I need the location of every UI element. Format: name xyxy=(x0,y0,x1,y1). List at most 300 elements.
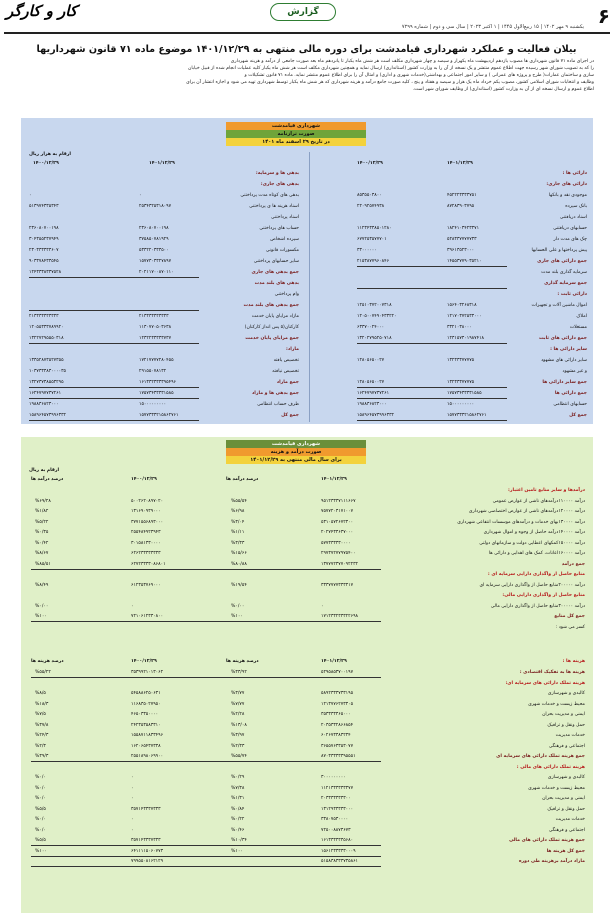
income-value-1401: ۳۳۳۷۷۷۷۳۳۳۳۱۷ xyxy=(321,582,354,588)
liability-value-1400: ۰ xyxy=(29,193,32,198)
liability-label: سایر حسابهای پرداختنی xyxy=(253,259,299,264)
income-label: هزینه ها به تفکیک اقتصادی : xyxy=(519,670,585,675)
income-label: درآمد ۳۰۰۰۰۰منابع حاصل از واگذاری دارایی مالی xyxy=(490,603,585,609)
sum-underline xyxy=(31,761,381,762)
income-pct-1401: %۷/۳۸ xyxy=(231,785,245,791)
income-label: حمل ونقل و ترافیک xyxy=(547,722,585,728)
asset-value-1401: ۱۲۳۱۵۷۳۰۱۹۸۷۴۱۸ xyxy=(447,336,485,341)
header-rule xyxy=(4,32,610,34)
income-label: جمع درآمد xyxy=(561,561,585,567)
income-pct-1400: %۰/۰۰ xyxy=(35,603,49,609)
income-label: خدمات مدیریت xyxy=(555,817,585,822)
liability-label: حساب های پرداختنی xyxy=(259,226,299,231)
income-label: درآمد ۱۶۰۰۰۰اعانات، کمک های اهدایی و دارائی ها xyxy=(488,551,585,556)
income-value-1400: ۲۵۵۱۸۹۸۰۶۹۹۰۰ xyxy=(131,754,164,759)
income-pct-1401: %۳/۳۳ xyxy=(231,540,245,546)
income-label: جمع کل هزینه ها xyxy=(546,848,585,854)
income-value-1400: ۷۹۹۵۵۰۸۱۶۲۱۲۹ xyxy=(131,859,164,864)
income-pct-1400: %۸/۴۹ xyxy=(35,582,49,588)
income-pct-1400: %۸/۶۷ xyxy=(35,551,49,556)
liability-value-1401: ۲۹۱۵۵۰۷۸۱۳۲ xyxy=(139,369,167,374)
income-value-1400: ۴۶۵۰۳۳۵۰۰۰۰ xyxy=(131,712,159,717)
income-label: اجتماعی و فرهنگی xyxy=(548,827,585,833)
income-value-1401: ۱۵۶۱۲۳۳۳۳۳۰۰۰۹ xyxy=(321,848,356,854)
income-pct-1401: %۷/۷۷ xyxy=(231,701,245,707)
liability-value-1400: ۱۲۴۳۳۳۸۳۳۷۵۲۸ xyxy=(29,270,62,275)
income-value-1400: ۷۲۱۰۶۱۲۳۳۰۸۰۰ xyxy=(131,614,164,619)
intro-line: وظایف و انتخابات شورای اسلامی کشور، مصوب یکم خرداد ماه یک هزار و سیصد و هفتاد و پنج ، کلیه صورت جامع درآمد و هزینه شهرداری که هر شش ماه یکبار توسط شهرداری تهیه می شود و اجازه انتشار آن برای xyxy=(186,80,594,85)
section-badge: گزارش xyxy=(270,3,336,21)
liability-label: مکسورات قانونی xyxy=(265,248,299,253)
rev-pct-1400: درصد درآمد ها xyxy=(31,477,64,482)
income-pct-1401: %۸۰/۸۸ xyxy=(231,561,247,567)
asset-value-1401: ۴۵۲۲۲۳۳۳۳۷۵۱ xyxy=(447,193,477,198)
asset-label: جمع کل xyxy=(569,413,587,418)
liability-label: تخصیص یافته xyxy=(273,358,299,363)
asset-value-1401: ۵۲۸۳۳۷۷۷۷۷۳۳ xyxy=(447,237,477,242)
date-line: یکشنبه ۹ مهر ۱۴۰۲ | ۱۵ ربیع‌الاول ۱۴۴۵ | ۱ اکتبر ۲۰۲۳ | سال سی و دوم | شماره ۷۲۹۹ xyxy=(401,24,584,30)
asset-label: دارائی های جاری: xyxy=(546,182,587,187)
exp-col-1400: ۱۴۰۰/۱۲/۲۹ xyxy=(131,659,157,664)
income-unit: ارقام به ریال xyxy=(29,468,60,473)
liability-value-1400: ۳۰۴۳۵۵۲۳۷۹۴۹ xyxy=(29,237,59,242)
balance-banner-2: صورت ترازنامه xyxy=(226,130,366,138)
income-pct-1401: %۱۰۰ xyxy=(231,848,243,854)
income-label: کالبدی و شهرسازی xyxy=(547,691,585,696)
income-pct-1400: %۱/۸۲ xyxy=(35,509,49,514)
income-pct-1401: %۰/۲۲ xyxy=(231,817,245,822)
income-pct-1401: %۰/۲۹ xyxy=(231,775,245,780)
liability-value-1401: ۱۵۷۷۳۰۳۳۲۷۸۹۷ xyxy=(139,259,172,264)
intro-text xyxy=(19,58,594,110)
liability-value-1401: ۲۰۲۱۱۷۰۰۸۷۰۱۱۰ xyxy=(139,270,174,275)
income-label: منابع حاصل از واگذاری دارایی مالی: xyxy=(502,593,585,598)
income-value-1400: ۰ xyxy=(131,796,134,801)
income-label: درآمد ۱۲۰۰۰۰درآمدهای ناشی از عوارض اختصاصی شهرداری xyxy=(468,509,585,514)
income-label: درآمد ۲۰۰۰۰۰منابع حاصل از واگذاری دارایی سرمایه ای xyxy=(479,582,585,588)
asset-label: دارائی ها : xyxy=(562,171,587,176)
sum-underline xyxy=(357,387,507,388)
income-value-1401: ۷۲۵۰۰۸۸۷۳۶۷۳ xyxy=(321,827,351,833)
income-label: محیط زیست و خدمات شهری xyxy=(528,785,585,791)
sum-underline xyxy=(357,398,507,399)
income-pct-1401: %۰/۴۶ xyxy=(231,827,245,833)
liability-label: جمع بدهی ها و مازاد xyxy=(251,391,299,396)
income-label: جمع هزینه تملک دارائی های مالی xyxy=(509,838,585,843)
liability-label: جمع مازاد xyxy=(276,380,299,385)
liability-value-1401: ۱۶۱۳۳۲۳۳۳۳۹۵۴۹۶ xyxy=(139,380,177,385)
income-pct-1400: %۵۵/۲۲ xyxy=(35,670,51,675)
asset-value-1401: ۳۹۶۱۳۵۲۳۰۰۰ xyxy=(447,248,475,253)
sum-underline xyxy=(357,343,507,344)
asset-value-1401: ۸۷۲۸۳۹۰۳۷۹۵ xyxy=(447,204,475,209)
asset-value-1400: ۳۳۰۰۰۰۰۰ xyxy=(357,248,377,253)
income-value-1400: ۶۲۷۲۳۳۳۳۰۸۶۸۰۱ xyxy=(131,561,166,567)
income-pct-1401: %۳/۹۷ xyxy=(231,733,245,738)
asset-value-1400: ۱۱۲۳۴۳۳۸۵۰۱۲۸۰ xyxy=(357,226,392,231)
income-label: ایمنی و مدیریت بحران xyxy=(542,796,585,801)
income-value-1401: ۵۸۹۲۳۳۳۷۳۳۱۹۵ xyxy=(321,691,354,696)
asset-value-1400: ۱۲۸۰۵۶۵۰۰۲۷ xyxy=(357,380,385,385)
income-value-1400: ۵۰۰۲۶۲۰۸۹۷۰۲۰ xyxy=(131,498,164,504)
income-pct-1400: %۳۹/۳ xyxy=(35,754,49,759)
liability-value-1400: ۱۵۸۹۶۴۵۷۳۹۹۶۳۳۲ xyxy=(29,413,67,418)
income-value-1400: ۱۵۵۸۷۱۱۸۳۳۴۹۶ xyxy=(131,733,164,738)
income-pct-1401: %۵۵/۷۴ xyxy=(231,754,247,759)
asset-value-1401: ۱۳۲۳۳۳۷۷۷۷۵ xyxy=(447,358,475,363)
liability-label: بدهی های کوتاه مدت پرداختنی xyxy=(240,193,299,198)
liability-label: اسناد پرداختنی xyxy=(271,215,299,220)
asset-label: دارائی ثابت : xyxy=(557,292,587,297)
asset-value-1401: ۱۳۲۳۳۳۷۷۷۷۵ xyxy=(447,380,475,385)
income-value-1401: ۵۷۷۳۳۳۳۳۰۰۰۰ xyxy=(321,540,351,546)
income-pct-1400: %۵/۵ xyxy=(35,838,46,843)
income-pct-1400: %۰/۰ xyxy=(35,796,46,801)
income-label: ایمنی و مدیریت بحران xyxy=(542,712,585,717)
intro-line: سازی و ساختمان عمارات( طرح و پروژه های عمرانی ) و سایر امور اجتماعی و بهداشتی(خدمات شهری و اداری) و امثال آن را برای اطلاع عموم منتشر نماید. ماده ۷۱ قانون تشکیلات و xyxy=(244,73,594,78)
asset-label: جمع دارائی ها xyxy=(554,391,587,396)
liability-value-1401: ۲۵۳۴۳۲۵۳۱۸۰۹۷ xyxy=(139,204,172,209)
liability-value-1400: ۱۲۰۵۵۳۳۳۷۸۹۹۲۰ xyxy=(29,325,64,330)
income-label: درآمد ۱۳۰۰۰۰بهای خدمات و درآمدهای موسسات انتفاعی شهرداری xyxy=(457,519,585,525)
asset-value-1400: ۲۲۰۹۲۵۷۴۹۳۸ xyxy=(357,204,385,209)
exp-col-1401: ۱۴۰۱/۱۲/۲۹ xyxy=(321,659,347,664)
liability-value-1401: ۲۳۶۰۸۰۷۰۰۱۹۸ xyxy=(139,226,169,231)
asset-value-1400: ۱۳۲۰۲۷۹۵۲۵۰۷۱۸ xyxy=(357,336,392,341)
balance-unit: ارقام به هزار ریال xyxy=(29,152,71,157)
income-value-1401: ۶۰۲۶۷۳۳۸۳۲۳۴ xyxy=(321,733,351,738)
income-label: اجتماعی و فرهنگی xyxy=(548,743,585,749)
income-pct-1401: %۳/۰۴ xyxy=(231,519,245,525)
asset-value-1401: ۱۵۶۴۰۳۲۶۸۳۱۸ xyxy=(447,303,477,308)
sum-underline xyxy=(29,387,199,388)
income-pct-1401: %۳/۷۷ xyxy=(231,691,245,696)
liability-label: جمع کل xyxy=(281,413,299,418)
exp-pct-1401: درصد هزینه ها xyxy=(226,659,259,664)
liability-label: بدهی ها و سرمایه: xyxy=(255,171,299,176)
newspaper-logo: کار و کارگر xyxy=(6,2,78,20)
balance-banner-3: در تاریخ ۲۹ اسفند ماه ۱۴۰۱ xyxy=(226,138,366,146)
liability-label: طرف حساب انتظامی xyxy=(257,402,299,407)
asset-label: جمع دارائی های جاری xyxy=(537,259,587,264)
liability-label: تخصیص نیافته xyxy=(272,369,299,374)
income-value-1400: ۱۶۲۰۶۵۴۳۷۳۳۸ xyxy=(131,743,161,749)
income-pct-1401: %۱۹/۵۴ xyxy=(231,582,247,588)
sum-underline xyxy=(31,569,381,570)
asset-label: جمع دارائی های ثابت xyxy=(538,336,587,341)
income-pct-1400: %۵/۵ xyxy=(35,806,46,812)
liability-value-1400: ۱۳۲۲۷۲۹۵۵۵۰۳۱۸ xyxy=(29,336,64,341)
income-value-1401: ۳۵۳۳۳۳۳۶۵۰۰۰ xyxy=(321,712,351,717)
income-banner-2: صورت درآمد و هزینه xyxy=(226,448,366,456)
income-value-1401: ۱۷۱۲۳۳۲۳۳۳۲۲۶۹۸ xyxy=(321,614,359,619)
income-pct-1400: %۲/۳ xyxy=(35,743,46,749)
liability-value-1400: ۲۳۶۰۸۰۷۰۰۱۹۸ xyxy=(29,226,59,231)
income-statement-panel xyxy=(21,437,593,913)
income-pct-1401: %۱/۳۱ xyxy=(231,796,245,801)
rev-pct-1401: درصد درآمد ها xyxy=(226,477,259,482)
income-pct-1400: %۸/۵ xyxy=(35,691,46,696)
sum-underline xyxy=(29,343,199,344)
income-value-1400: ۰ xyxy=(131,817,134,822)
asset-label: سایر دارائی ها : xyxy=(550,347,587,352)
liability-value-1400: ۲۱۳۳۳۳۳۳۳۳۳۳ xyxy=(29,314,59,319)
asset-value-1400: ۱۵۸۹۶۴۵۷۳۹۹۶۳۳۲ xyxy=(357,413,395,418)
income-value-1401: ۱۳۱۲۹۳۳۳۳۳۰۰۰ xyxy=(321,806,354,812)
income-value-1401: ۹۵۱۲۳۳۳۷۱۱۱۶۶۷ xyxy=(321,498,356,504)
income-pct-1400: %۱۰۰ xyxy=(35,614,47,619)
income-pct-1401: %۰/۰۰ xyxy=(231,603,245,609)
asset-label: اسناد دریافتنی xyxy=(559,215,587,220)
asset-label: حسابهای دریافتنی xyxy=(553,226,587,231)
sum-underline xyxy=(29,310,199,311)
income-value-1401: ۵۱۵۸۳۸۳۳۳۷۳۵۸۶۱ xyxy=(321,859,359,864)
asset-value-1400: ۱۶۲۴۷۹۷۷۳۷۲۶۱ xyxy=(357,391,390,396)
income-value-1400: ۳۵۷۱۴۳۳۳۷۳۳۳ xyxy=(131,838,161,843)
income-value-1401: ۸۷۰۳۳۳۳۳۳۹۵۵۵۱ xyxy=(321,754,356,759)
income-value-1401: ۱۱۲۱۳۳۳۳۳۳۳۷۷ xyxy=(321,785,354,791)
income-pct-1400: %۰/۰ xyxy=(35,827,46,833)
sum-underline xyxy=(31,845,381,846)
income-value-1400: ۳۵۳۹۹۲۱۰۱۳۰۶۲ xyxy=(131,670,164,675)
liability-value-1401: ۱۵۰۰۰۰۰۰۰۰۰ xyxy=(139,402,167,407)
income-value-1400: ۶۱۲۳۵۳۷۶۹۰۰۰ xyxy=(131,582,161,588)
income-value-1401: ۷۵۷۷۲۰۳۱۷۱۰۰۷ xyxy=(321,509,354,514)
intro-line: در اجرای ماده ۷۱ قانون شهرداری ها مصوب یازدهم اردیبهشت ماه یکهزار و سیصد و چهار شهرداری مکلف است هر شش ماه یکبار تا پانزدهم ماه بعد صورت جامعی از درآمد و هزینه شهرداری xyxy=(230,59,594,64)
income-pct-1400: %۰/۰ xyxy=(35,775,46,780)
asset-label: سرمایه گذاری بلند مدت xyxy=(541,270,587,275)
income-value-1401: ۲۰۲۷۴۳۳۶۳۷۰۰۰ xyxy=(321,530,354,535)
income-pct-1401: %۰/۸۴ xyxy=(231,806,245,812)
liability-label: جمع مزایای پایان خدمت xyxy=(245,336,299,341)
asset-value-1401: ۱۷۵۷۳۴۳۳۳۳۱۵۸۵ xyxy=(447,391,482,396)
asset-label: حسابهای انتظامی xyxy=(553,402,587,407)
income-pct-1400: %۶۹/۲۸ xyxy=(35,498,51,504)
income-label: منابع حاصل از واگذاری دارایی سرمایه ای : xyxy=(487,572,585,577)
asset-label: اموال ماشین آلات و تجهیزات xyxy=(531,303,587,308)
liability-value-1401: ۱۲۳۲۲۳۳۳۳۳۷۳۷ xyxy=(139,336,172,341)
page-title: بیلان فعالیت و عملکرد شهرداری قیامدشت برای دوره مالی منتهی به ۱۴۰۱/۱۲/۲۹ موضوع ماده ۷۱ قانون شهرداریها xyxy=(36,44,577,55)
income-label: مازاد درآمد برهزینه طی دوره xyxy=(518,859,585,864)
income-value-1401: ۲۰۳۳۳۳۳۳۳۳۰۰ xyxy=(321,796,351,801)
income-pct-1400: %۰/۴۲ xyxy=(35,540,49,546)
income-pct-1401: %۱۳/۰۸ xyxy=(231,722,247,728)
liab-col-1400: ۱۴۰۰/۱۲/۲۹ xyxy=(33,161,59,166)
income-value-1401: ۰ xyxy=(321,603,324,609)
sum-underline xyxy=(357,420,507,421)
income-pct-1400: %۰/۳۵ xyxy=(35,530,49,535)
asset-value-1400: ۱۹۸۸۳۶۸۲۳۰۰۰ xyxy=(357,402,387,407)
asset-label: چک های مدت دار xyxy=(553,237,587,242)
liability-label: سپرده اشخاص xyxy=(270,237,299,242)
liability-label: بدهی های بلند مدت xyxy=(254,281,299,286)
income-value-1401: ۱۶۱۳۳۳۳۳۳۵۶۸۰ xyxy=(321,838,354,843)
asset-value-1400: ۲۱۵۳۸۷۷۹۶۰۸۴۶ xyxy=(357,259,390,264)
asset-value-1400: ۱۲۵۱۰۳۷۲۰۰۷۳۱۸ xyxy=(357,303,392,308)
sum-underline xyxy=(29,398,199,399)
liability-label: کارکنان(۵ پس انداز کارکنان) xyxy=(244,325,299,330)
income-value-1401: ۵۲۹۵۸۵۳۷۰۰۱۹۷ xyxy=(321,670,354,675)
balance-sheet-panel xyxy=(21,118,593,424)
liability-label: بدهی های جاری: xyxy=(260,182,299,187)
liability-value-1401: ۱۷۵۷۳۴۳۳۳۳۱۵۸۵ xyxy=(139,391,174,396)
liability-value-1400: ۹۰۳۳۷۸۴۳۳۵۴۵ xyxy=(29,259,59,264)
income-value-1401: ۲۰۳۵۳۳۲۸۶۶۸۵۴ xyxy=(321,722,354,728)
asset-label: سایر دارائی های مشهود xyxy=(541,358,587,363)
sum-underline xyxy=(31,621,381,622)
asset-value-1400: ۱۲۰۵۰۰۷۴۹۰۴۳۳۲۲۰ xyxy=(357,314,397,319)
asset-label: پیش پرداختها و علی الحسابها xyxy=(531,248,587,253)
income-pct-1401: %۱۵/۶۶ xyxy=(231,551,247,556)
income-label: جمع هزینه تملک دارائی های سرمایه ای xyxy=(496,754,585,759)
income-value-1400: ۰ xyxy=(131,827,134,833)
asset-label: جمع سایر دارائی ها xyxy=(542,380,587,385)
liability-value-1401: ۵۳۳۲۲۰۳۳۳۵۰۰ xyxy=(139,248,169,253)
asset-label: بانک سپرده xyxy=(565,204,587,209)
sum-underline xyxy=(29,420,199,421)
income-value-1400: ۰ xyxy=(131,785,134,791)
asset-value-1400: ۶۳۳۷۰۰۲۴۰۰۰ xyxy=(357,325,385,330)
liability-value-1400: ۱۶۲۴۷۹۷۷۳۷۲۶۱ xyxy=(29,391,62,396)
income-value-1401: ۱۲۱۳۷۷۶۲۷۳۳۰۵ xyxy=(321,701,354,707)
liability-value-1400: ۱۳۳۵۲۸۷۳۵۲۷۳۵۵ xyxy=(29,358,64,363)
income-value-1401: ۳۳۸۰۷۵۳۰۰۰۰ xyxy=(321,817,349,822)
income-pct-1401: %۲/۲۸ xyxy=(231,712,245,717)
liability-label: اسناد هزینه ها ی پرداختنی xyxy=(249,204,299,209)
liability-value-1401: ۳۷۵۸۵۰۷۸۱۹۲۹ xyxy=(139,237,169,242)
income-label: درآمد ۱۱۰۰۰۰درآمدهای ناشی از عوارض عمومی xyxy=(492,498,585,504)
asset-label: و غیر مشهود xyxy=(562,369,587,374)
income-pct-1400: %۵/۲۲ xyxy=(35,519,49,525)
liability-value-1401: ۱۵۷۷۳۳۳۲۱۵۸۶۲۷۶۱ xyxy=(139,413,179,418)
asset-value-1401: ۱۴۵۵۳۷۷۹۰۳۵۲۱۰ xyxy=(447,259,482,264)
income-label: درآمد ۱۴۰۰۰۰درآمد حاصل از وجوه و اموال شهرداری xyxy=(483,530,585,535)
income-pct-1400: %۷/۵ xyxy=(35,712,46,717)
income-label: درآمدها و سایر منابع تامین اعتبار: xyxy=(508,488,585,493)
asset-label: مستغلات xyxy=(569,325,587,330)
asset-value-1400: ۸۵۳۵۵۰۳۸۰۰ xyxy=(357,193,382,198)
income-pct-1401: %۶/۹۸ xyxy=(231,509,245,514)
exp-pct-1400: درصد هزینه ها xyxy=(31,659,64,664)
income-value-1400: ۳۰۱۵۸۱۳۳۰۰۰۰ xyxy=(131,540,161,546)
asset-value-1400: ۶۷۷۲۵۳۵۷۷۷۰۱ xyxy=(357,237,387,242)
income-value-1400: ۱۳۱۶۹۰۹۳۹۰۰۰ xyxy=(131,509,161,514)
income-value-1400: ۰ xyxy=(131,775,134,780)
income-banner-1: شهرداری قیامدشت xyxy=(226,440,366,448)
income-value-1400: ۳۷۷۱۵۵۶۸۹۳۰۰۰ xyxy=(131,519,164,525)
income-value-1401: ۵۳۱۰۵۷۲۶۷۲۳۰۰ xyxy=(321,519,354,525)
asset-value-1401: ۱۵۰۰۰۰۰۰۰۰۰ xyxy=(447,402,475,407)
asset-value-1401: ۱۲۱۷۰۳۷۲۵۳۳۰۰۰ xyxy=(447,314,482,319)
liability-label: مازاد: xyxy=(286,347,299,352)
income-pct-1401: %۱/۱۱ xyxy=(231,530,245,535)
income-pct-1401: %۳۳/۹۲ xyxy=(231,670,247,675)
income-pct-1401: %۲/۳۳ xyxy=(231,743,245,749)
asset-value-1401: ۳۳۲۱۰۳۸۰۰۰ xyxy=(447,325,472,330)
liability-label: جمع بدهی های جاری xyxy=(251,270,299,275)
liability-value-1400: ۲۳۰۳۳۳۳۳۳۶۰۷ xyxy=(29,248,59,253)
sum-underline xyxy=(31,677,381,678)
sum-underline xyxy=(31,856,381,857)
income-pct-1400: %۲۴/۳ xyxy=(35,733,49,738)
income-pct-1401: %۱۰/۳۴ xyxy=(231,838,247,843)
income-banner-3: برای سال مالی منتهی به ۱۴۰۱/۱۲/۲۹ xyxy=(226,456,366,464)
page-header xyxy=(0,0,614,34)
asset-value-1401: ۱۸۲۴۱۰۳۴۲۳۳۷۱ xyxy=(447,226,480,231)
income-pct-1400: %۰/۰ xyxy=(35,785,46,791)
income-value-1401: ۲۹۷۳۷۲۷۷۹۷۵۴۰۰ xyxy=(321,551,356,556)
liability-value-1400: ۱۳۲۷۳۷۳۸۵۵۳۲۹۵ xyxy=(29,380,64,385)
balance-divider xyxy=(309,152,310,422)
income-value-1400: ۰ xyxy=(131,603,134,609)
liability-value-1401: ۱۷۲۱۷۷۷۷۲۸۰۴۵۵ xyxy=(139,358,174,363)
income-value-1400: ۲۵۵۴۸۴۹۲۳۹۴۳ xyxy=(131,530,161,535)
liability-label: مازاد مزایای پایان خدمت xyxy=(251,314,299,319)
income-value-1400: ۲۴۲۳۵۳۵۸۳۳۱۰ xyxy=(131,722,161,728)
asset-col-1400: ۱۴۰۰/۱۲/۲۹ xyxy=(357,161,383,166)
income-label: جمع کل منابع xyxy=(554,614,585,619)
income-value-1400: ۶۲۶۲۳۳۳۳۳۳۳۳ xyxy=(131,551,161,556)
income-pct-1400: %۰/۰ xyxy=(35,817,46,822)
asset-value-1400: ۱۲۸۰۵۶۵۰۰۲۷ xyxy=(357,358,385,363)
balance-banner-1: شهرداری قیامدشت xyxy=(226,122,366,130)
income-label: هزینه تملک دارائی های سرمایه ای: xyxy=(505,680,585,686)
liability-value-1400: ۱۹۸۸۳۶۸۲۳۰۰۰ xyxy=(29,402,59,407)
income-pct-1400: %۱۸/۳ xyxy=(35,701,49,707)
liability-value-1401: ۲۱۳۳۳۳۳۳۳۳۳۳ xyxy=(139,314,169,319)
sum-underline xyxy=(31,866,381,867)
sum-underline xyxy=(29,277,199,278)
income-label: کالبدی و شهرسازی xyxy=(547,775,585,780)
liability-value-1401: ۱۱۳۰۷۷۰۵۰۳۶۳۸ xyxy=(139,325,172,330)
sum-underline xyxy=(357,288,507,289)
asset-col-1401: ۱۴۰۱/۱۲/۲۹ xyxy=(447,161,473,166)
intro-line: اطلاع عموم و ارسال نسخه ای از آن به وزارت کشور (استانداری) از وظایف شورای شهر است. xyxy=(412,87,594,92)
income-label: محیط زیست و خدمات شهری xyxy=(528,701,585,707)
income-value-1400: ۳۵۷۱۴۳۳۳۷۳۳۳ xyxy=(131,806,161,812)
income-pct-1400: %۱۰۰ xyxy=(35,848,47,854)
intro-line: را که به تصویب شورای شهر رسیده جهت اطلاع عموم منتشر و یک نسخه از آن را به وزارت کشور (استانداری) ارسال نماید و همچنین شهرداری مکلف است هر شش ماه یکبار کلیه عملیات انجام شده از قبیل خیابان xyxy=(187,66,594,71)
income-value-1401: ۱۳۷۷۷۲۳۷۷۰۹۲۲۳۲ xyxy=(321,561,359,567)
income-label: کسر می شود : xyxy=(555,624,585,630)
income-label: هزینه تملک دارائی های مالی : xyxy=(516,764,585,770)
income-value-1401: ۳۶۵۵۷۶۳۳۵۳۰۷۷ xyxy=(321,743,354,749)
income-pct-1401: %۱۰۰ xyxy=(231,614,243,619)
page-number: ۶ xyxy=(597,4,610,28)
income-pct-1401: %۵۵/۵۴ xyxy=(231,498,247,504)
asset-label: املاک xyxy=(576,314,587,319)
rev-col-1400: ۱۴۰۰/۱۲/۲۹ xyxy=(131,477,157,482)
income-label: حمل ونقل و ترافیک xyxy=(547,806,585,812)
income-value-1400: ۱۱۶۸۳۵۰۲۷۹۵۰ xyxy=(131,701,161,707)
liability-label: وام پرداختنی xyxy=(274,292,299,297)
income-value-1401: ۳۰۰۰۰۰۰۰۰۰ xyxy=(321,775,346,780)
asset-value-1401: ۱۵۷۷۳۳۳۲۱۵۸۶۲۷۶۱ xyxy=(447,413,487,418)
income-label: درآمد ۱۵۰۰۰۰کمکهای اعطایی دولت و سازمانهای دولتی xyxy=(479,540,585,546)
liability-value-1401: ۰ xyxy=(139,193,142,198)
liab-col-1401: ۱۴۰۱/۱۲/۲۹ xyxy=(149,161,175,166)
sum-underline xyxy=(357,266,507,267)
asset-label: جمع سرمایه گذاری xyxy=(544,281,587,286)
income-value-1400: ۵۴۵۸۸۶۲۵۰۶۳۱ xyxy=(131,691,161,696)
income-value-1400: ۶۴۱۱۱۱۵۰۶۰۷۷۳ xyxy=(131,848,164,854)
asset-label: موجودی نقد و بانکها xyxy=(548,193,587,198)
rev-col-1401: ۱۴۰۱/۱۲/۲۹ xyxy=(321,477,347,482)
liability-label: جمع بدهی های بلند مدت xyxy=(243,303,299,308)
income-pct-1400: %۳۷/۸ xyxy=(35,722,49,728)
expense-header: هزینه ها : xyxy=(562,659,585,664)
income-pct-1400: %۸۵/۵۱ xyxy=(35,561,51,567)
